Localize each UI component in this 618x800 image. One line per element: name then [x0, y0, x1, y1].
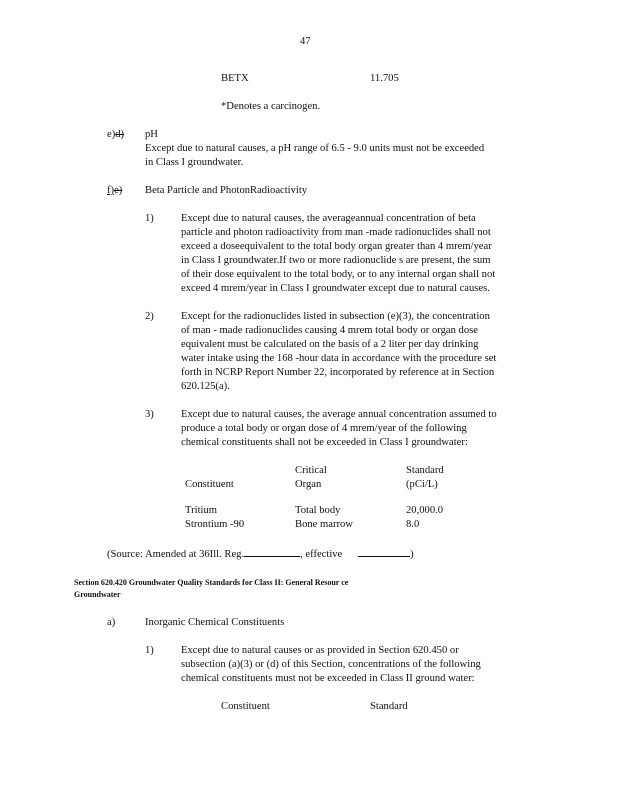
- sub2-line-2: of man - made radionuclides causing 4 mrem total body or organ dose: [181, 325, 478, 336]
- sub2-line-6: 620.125(a).: [181, 381, 230, 392]
- sub2-line-4: water intake using the 168 -hour data in accordance with the procedure set: [181, 353, 497, 364]
- table2-header-constituent: Constituent: [221, 701, 270, 712]
- sub1-number: 1): [145, 213, 154, 224]
- item-a-label: a): [107, 617, 116, 628]
- section-heading-line-2: Groundwater: [74, 590, 121, 599]
- source-effective-blank: [358, 546, 410, 557]
- carcinogen-note: *Denotes a carcinogen.: [221, 101, 321, 112]
- sub2-number: 2): [145, 311, 154, 322]
- table1-row-1-organ: Total body: [295, 505, 341, 516]
- item-e-label-old: d): [115, 129, 125, 140]
- source-middle: , effective: [300, 549, 343, 560]
- item-f-label-new: f): [107, 185, 115, 196]
- item-e-line-2: in Class I groundwater.: [145, 157, 244, 168]
- table1-header-standard-1: Standard: [406, 465, 444, 476]
- sub3-number: 3): [145, 409, 154, 420]
- item-e-label-new: e): [107, 129, 116, 140]
- item-e-line-1: Except due to natural causes, a pH range of 6.5 - 9.0 units must not be exceeded: [145, 143, 485, 154]
- source-reg-blank: [244, 546, 300, 557]
- table1-row-2-standard: 8.0: [406, 519, 420, 530]
- table1-header-standard-2: (pCi/L): [406, 479, 438, 490]
- item-e-title: pH: [145, 129, 158, 140]
- table1-row-1-standard: 20,000.0: [406, 505, 444, 516]
- item-a-title: Inorganic Chemical Constituents: [145, 617, 285, 628]
- sub1-line-6: exceed 4 mrem/year in Class I groundwater except due to natural causes.: [181, 283, 490, 294]
- table1-header-organ-2: Organ: [295, 479, 322, 490]
- table1-row-2-constituent: Strontium -90: [185, 519, 245, 530]
- item-f-label-old: e): [114, 185, 123, 196]
- table1-row-2-organ: Bone marrow: [295, 519, 353, 530]
- sub1-line-5: of their dose equivalent to the total body, or to any internal organ shall not: [181, 269, 496, 280]
- sub3-line-1: Except due to natural causes, the average annual concentration assumed to: [181, 409, 497, 420]
- item-f-label: [107, 184, 122, 198]
- betx-label: BETX: [221, 73, 249, 84]
- betx-value: 11.705: [370, 73, 399, 84]
- table1-header-organ-1: Critical: [295, 465, 327, 476]
- sub-a1-line-3: chemical constituents must not be exceeded in Class II ground water:: [181, 673, 475, 684]
- sub2-line-5: forth in NCRP Report Number 22, incorporated by reference at in Section: [181, 367, 495, 378]
- sub1-line-1: Except due to natural causes, the averageannual concentration of beta: [181, 213, 476, 224]
- sub2-line-1: Except for the radionuclides listed in subsection (e)(3), the concentration: [181, 311, 490, 322]
- sub3-line-2: produce a total body or organ dose of 4 mrem/year of the following: [181, 423, 467, 434]
- sub1-line-2: particle and photon radioactivity from man -made radionuclides shall not: [181, 227, 491, 238]
- sub1-line-3: exceed a doseequivalent to the total body organ greater than 4 mrem/year: [181, 241, 492, 252]
- table2-header-standard: Standard: [370, 701, 408, 712]
- source-line: [107, 546, 414, 562]
- item-e-label: [107, 128, 124, 142]
- sub1-line-4: in Class I groundwater.If two or more radionuclide s are present, the sum: [181, 255, 491, 266]
- table1-row-1-constituent: Tritium: [185, 505, 217, 516]
- sub-a1-line-1: Except due to natural causes or as provided in Section 620.450 or: [181, 645, 459, 656]
- source-close-paren: ): [410, 549, 414, 560]
- table1-header-constituent: Constituent: [185, 479, 234, 490]
- sub-a1-number: 1): [145, 645, 154, 656]
- sub-a1-line-2: subsection (a)(3) or (d) of this Section, concentrations of the following: [181, 659, 481, 670]
- sub3-line-3: chemical constituents shall not be exceeded in Class I groundwater:: [181, 437, 468, 448]
- page-number: 47: [300, 36, 311, 47]
- section-heading: Section 620.420 Groundwater Quality Standards for Class II: General Resour ce: [74, 578, 349, 587]
- sub2-line-3: equivalent must be calculated on the basis of a 2 liter per day drinking: [181, 339, 479, 350]
- source-prefix: (Source: Amended at 36Ill. Reg.: [107, 549, 245, 560]
- item-f-title: Beta Particle and PhotonRadioactivity: [145, 185, 308, 196]
